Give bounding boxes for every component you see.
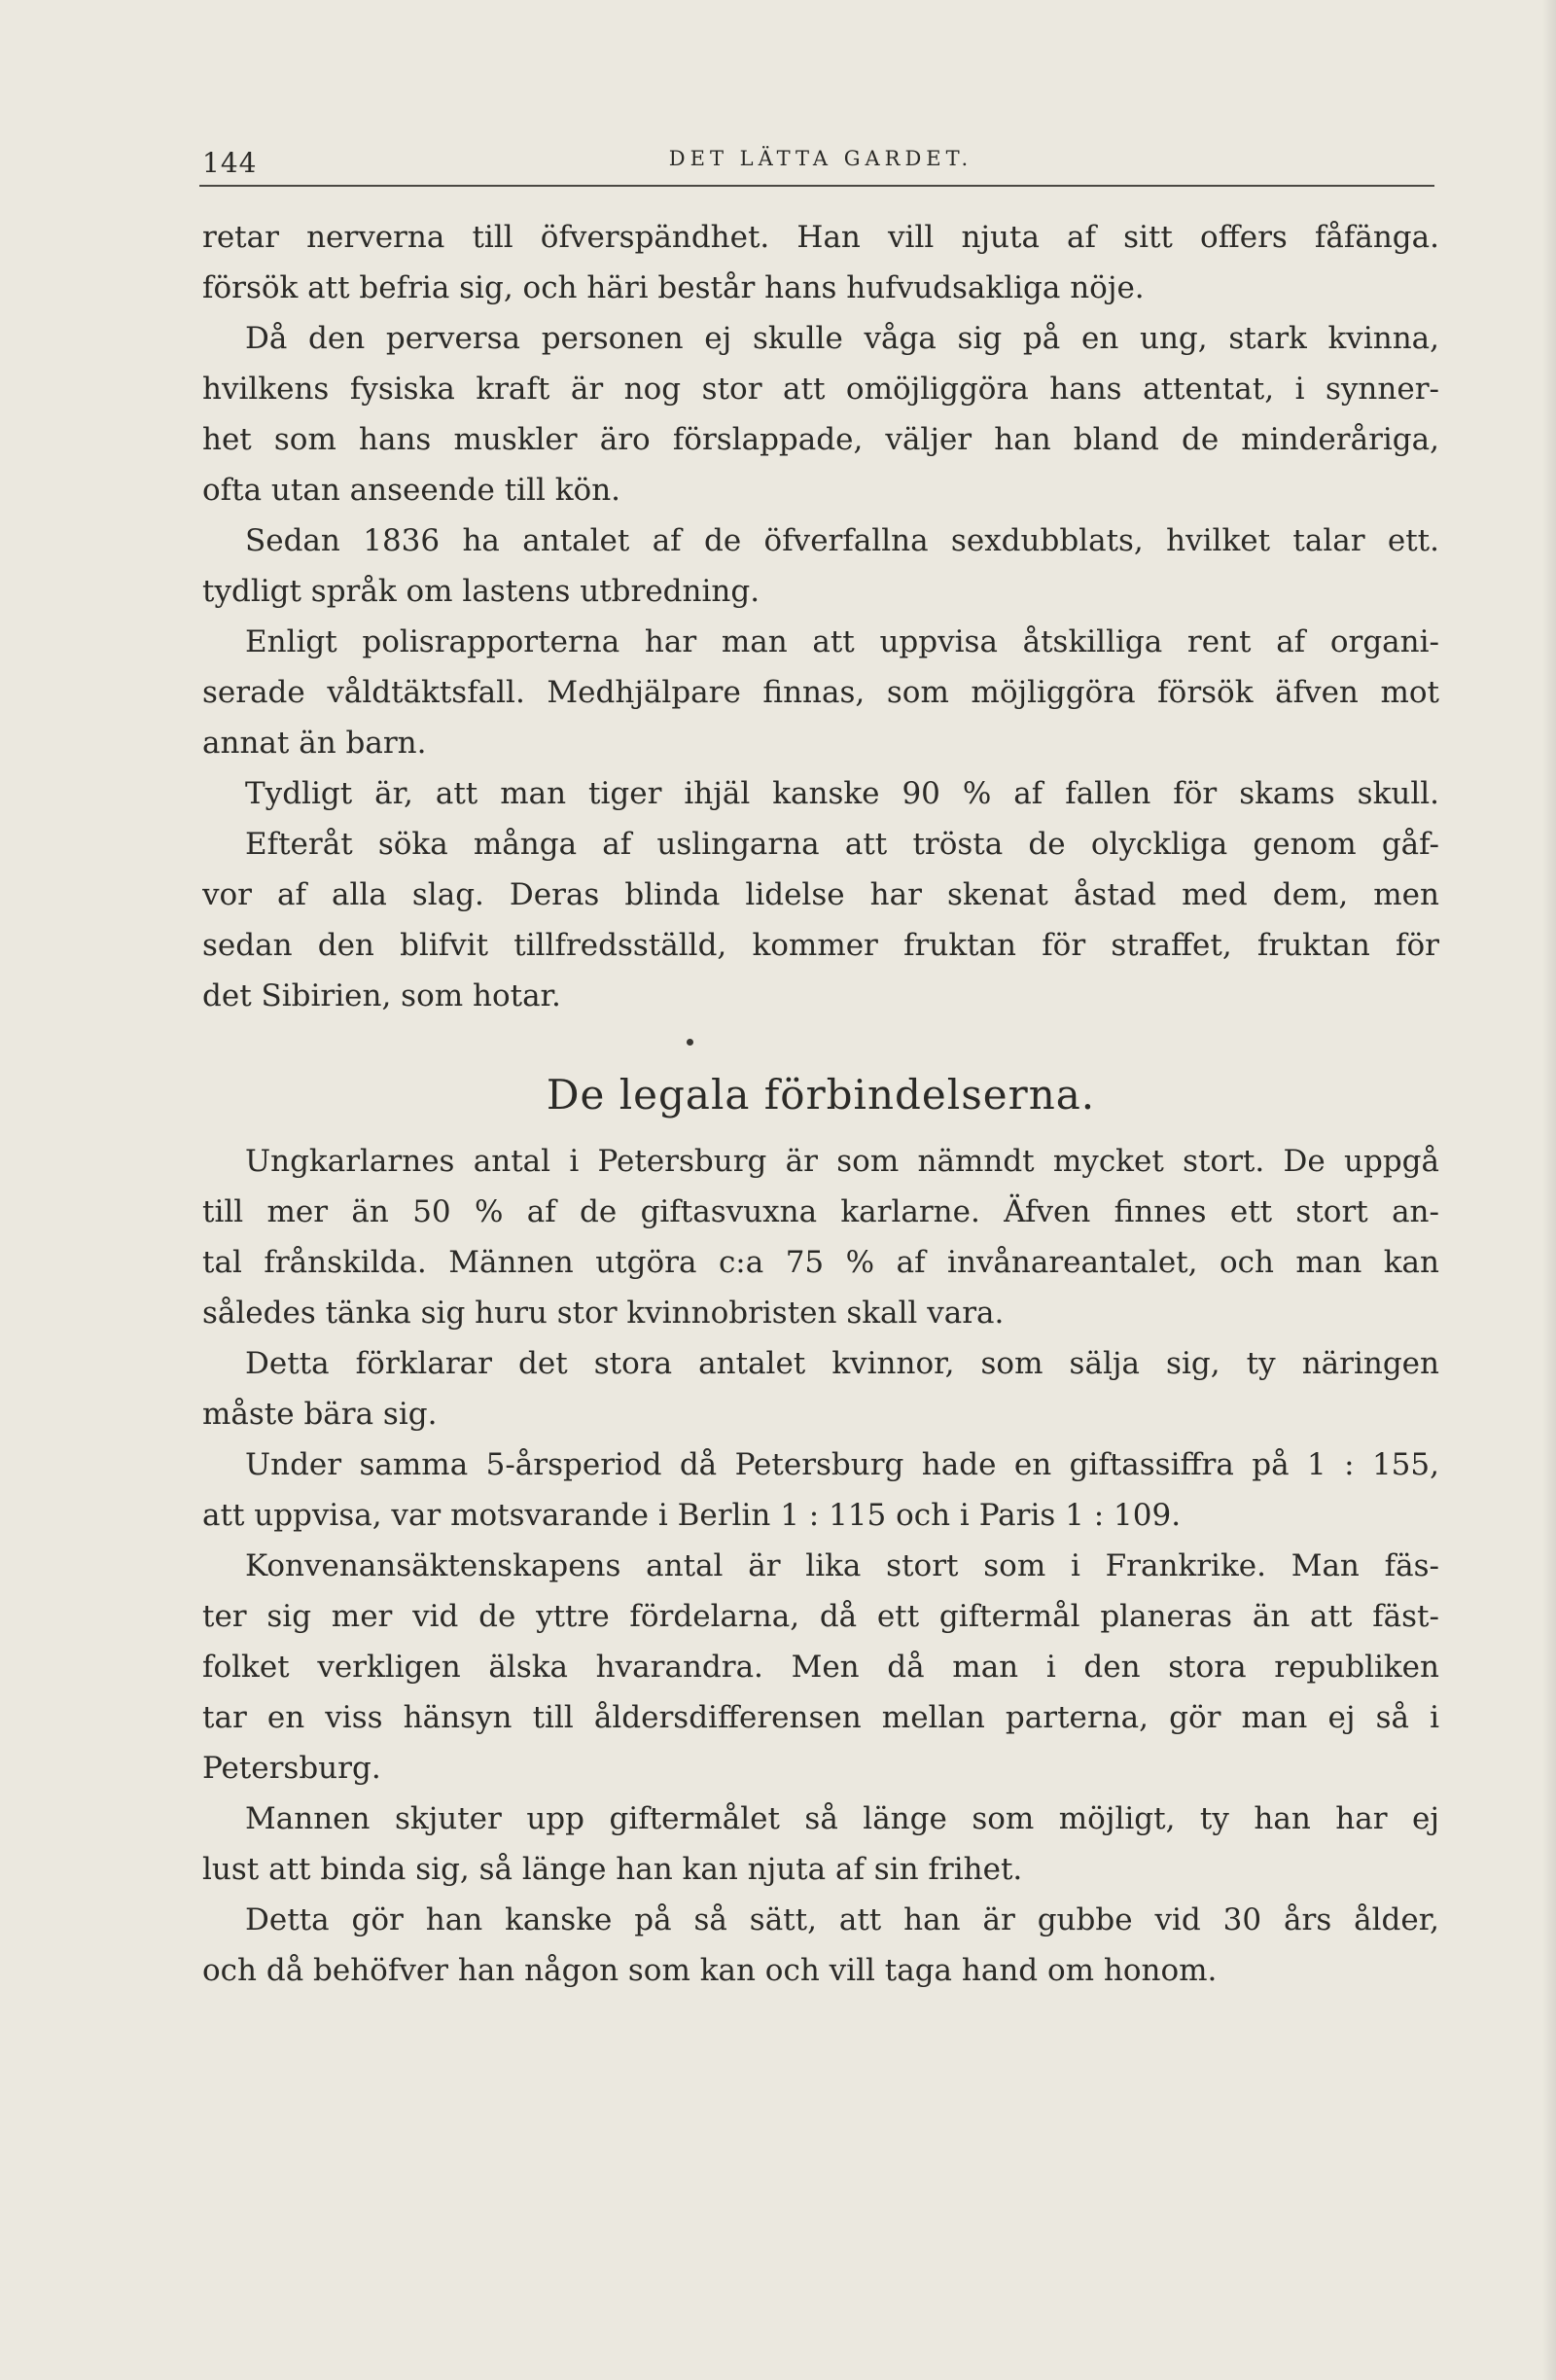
text-line: försök att befria sig, och häri består hans hufvudsakliga nöje. xyxy=(202,270,1145,305)
text-line: serade våldtäktsfall. Medhjälpare finnas, som möjliggöra försök äfven mot xyxy=(202,675,1439,710)
text-line: Detta förklarar det stora antalet kvinnor, som sälja sig, ty näringen xyxy=(245,1346,1439,1381)
page-number: 144 xyxy=(202,147,258,179)
text-line: ter sig mer vid de yttre fördelarna, då ett giftermål planeras än att fäst- xyxy=(202,1599,1439,1634)
text-line: måste bära sig. xyxy=(202,1397,438,1432)
text-line: hvilkens fysiska kraft är nog stor att omöjliggöra hans attentat, i synner- xyxy=(202,372,1439,407)
text-line: Enligt polisrapporterna har man att uppvisa åtskilliga rent af organi- xyxy=(245,624,1439,659)
running-header xyxy=(202,143,1439,186)
section-heading: De legala förbindelserna. xyxy=(546,1071,1096,1119)
text-line: Efteråt söka många af uslingarna att trösta de olyckliga genom gåf- xyxy=(245,827,1439,862)
text-line: det Sibirien, som hotar. xyxy=(202,978,561,1013)
text-line: Petersburg. xyxy=(202,1751,381,1786)
paragraph xyxy=(202,617,1439,768)
text-line: lust att binda sig, så länge han kan njuta af sin frihet. xyxy=(202,1852,1023,1887)
text-line: retar nerverna till öfverspändhet. Han vill njuta af sitt offers fåfänga. xyxy=(202,220,1439,255)
header-rule xyxy=(199,185,1434,187)
paragraph xyxy=(202,1794,1439,1895)
text-line: till mer än 50 % af de giftasvuxna karlarne. Äfven finnes ett stort an- xyxy=(202,1194,1439,1229)
text-line: tal frånskilda. Männen utgöra c:a 75 % af invånareantalet, och man kan xyxy=(202,1245,1439,1280)
text-line: Under samma 5-årsperiod då Petersburg hade en giftassiffra på 1 : 155, xyxy=(245,1447,1439,1482)
paragraph xyxy=(202,1136,1439,1338)
text-line: Ungkarlarnes antal i Petersburg är som nämndt mycket stort. De uppgå xyxy=(245,1144,1439,1179)
text-line: Detta gör han kanske på så sätt, att han är gubbe vid 30 års ålder, xyxy=(245,1902,1439,1937)
paragraph xyxy=(202,768,1439,819)
text-line: Då den perversa personen ej skulle våga sig på en ung, stark kvinna, xyxy=(245,321,1439,356)
paragraph xyxy=(202,819,1439,1021)
text-line: och då behöfver han någon som kan och vill taga hand om honom. xyxy=(202,1953,1218,1988)
paragraph xyxy=(202,1541,1439,1794)
paragraph xyxy=(202,212,1439,313)
text-line: sedan den blifvit tillfredsställd, kommer fruktan för straffet, fruktan för xyxy=(202,928,1439,963)
text-line: ofta utan anseende till kön. xyxy=(202,473,621,508)
text-line: folket verkligen älska hvarandra. Men då man i den stora republiken xyxy=(202,1650,1439,1685)
text-line: Tydligt är, att man tiger ihjäl kanske 90 % af fallen för skams skull. xyxy=(245,776,1439,811)
text-line: således tänka sig huru stor kvinnobristen skall vara. xyxy=(202,1296,1005,1331)
paragraph xyxy=(202,515,1439,617)
text-line: att uppvisa, var motsvarande i Berlin 1 : 115 och i Paris 1 : 109. xyxy=(202,1498,1182,1533)
text-body xyxy=(202,212,1439,1996)
text-line: Sedan 1836 ha antalet af de öfverfallna sexdubblats, hvilket talar ett. xyxy=(245,523,1439,558)
text-line: tydligt språk om lastens utbredning. xyxy=(202,574,760,609)
paragraph xyxy=(202,1895,1439,1996)
running-title: DET LÄTTA GARDET. xyxy=(668,147,973,170)
paragraph xyxy=(202,1338,1439,1439)
text-line: annat än barn. xyxy=(202,726,427,761)
text-line: het som hans muskler äro förslappade, väljer han bland de minderåriga, xyxy=(202,422,1439,457)
text-line: tar en viss hänsyn till åldersdifferensen mellan parterna, gör man ej så i xyxy=(202,1700,1439,1735)
text-line: Konvenansäktenskapens antal är lika stort som i Frankrike. Man fäs- xyxy=(245,1548,1439,1583)
paragraph xyxy=(202,313,1439,515)
ink-speck xyxy=(202,1021,1439,1064)
text-line: Mannen skjuter upp giftermålet så länge som möjligt, ty han har ej xyxy=(245,1801,1439,1836)
text-line: vor af alla slag. Deras blinda lidelse har skenat åstad med dem, men xyxy=(202,877,1439,912)
paragraph xyxy=(202,1439,1439,1541)
page-edge-shadow xyxy=(1542,0,1556,2380)
